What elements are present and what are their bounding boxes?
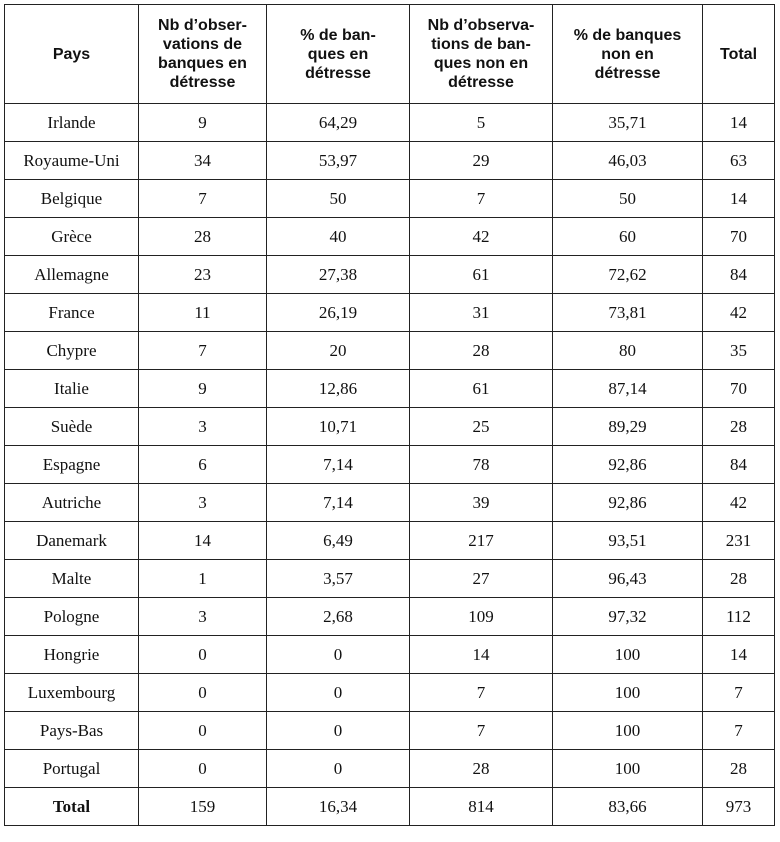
cell-distressed-pct: 2,68 <box>267 598 410 636</box>
cell-country: Grèce <box>5 218 139 256</box>
cell-country: Danemark <box>5 522 139 560</box>
table-row <box>5 750 775 788</box>
cell-country: Malte <box>5 560 139 598</box>
header-non-distressed-pct: % de banques non en détresse <box>553 5 703 104</box>
cell-non-distressed-pct: 72,62 <box>553 256 703 294</box>
cell-non-distressed-pct: 92,86 <box>553 484 703 522</box>
table-row <box>5 636 775 674</box>
cell-country: France <box>5 294 139 332</box>
cell-country: Hongrie <box>5 636 139 674</box>
cell-total: 7 <box>703 674 775 712</box>
cell-distressed-pct: 0 <box>267 712 410 750</box>
cell-distressed-pct: 6,49 <box>267 522 410 560</box>
cell-country: Italie <box>5 370 139 408</box>
total-distressed-pct: 16,34 <box>267 788 410 826</box>
cell-non-distressed-pct: 87,14 <box>553 370 703 408</box>
header-total: Total <box>703 5 775 104</box>
table-row <box>5 598 775 636</box>
cell-total: 84 <box>703 446 775 484</box>
total-row <box>5 788 775 826</box>
cell-distressed-count: 23 <box>139 256 267 294</box>
table-row <box>5 370 775 408</box>
cell-non-distressed-pct: 89,29 <box>553 408 703 446</box>
table-row <box>5 484 775 522</box>
cell-distressed-count: 3 <box>139 598 267 636</box>
cell-non-distressed-pct: 35,71 <box>553 104 703 142</box>
header-non-distressed-count: Nb d’observa- tions de ban- ques non en détresse <box>410 5 553 104</box>
cell-non-distressed-pct: 97,32 <box>553 598 703 636</box>
cell-distressed-count: 7 <box>139 180 267 218</box>
cell-total: 28 <box>703 750 775 788</box>
cell-total: 7 <box>703 712 775 750</box>
cell-non-distressed-pct: 100 <box>553 674 703 712</box>
cell-distressed-pct: 50 <box>267 180 410 218</box>
cell-non-distressed-count: 39 <box>410 484 553 522</box>
bank-distress-table <box>4 4 775 826</box>
cell-distressed-count: 14 <box>139 522 267 560</box>
cell-country: Royaume-Uni <box>5 142 139 180</box>
table-row <box>5 218 775 256</box>
cell-country: Belgique <box>5 180 139 218</box>
table-row <box>5 104 775 142</box>
table-row <box>5 522 775 560</box>
cell-non-distressed-count: 109 <box>410 598 553 636</box>
table-row <box>5 332 775 370</box>
cell-distressed-pct: 40 <box>267 218 410 256</box>
cell-distressed-pct: 26,19 <box>267 294 410 332</box>
table-row <box>5 560 775 598</box>
table-row <box>5 256 775 294</box>
cell-distressed-pct: 20 <box>267 332 410 370</box>
cell-distressed-pct: 0 <box>267 636 410 674</box>
header-distressed-count: Nb d’obser- vations de banques en détresse <box>139 5 267 104</box>
cell-country: Allemagne <box>5 256 139 294</box>
cell-distressed-count: 3 <box>139 408 267 446</box>
cell-non-distressed-pct: 96,43 <box>553 560 703 598</box>
cell-non-distressed-pct: 92,86 <box>553 446 703 484</box>
cell-non-distressed-pct: 100 <box>553 636 703 674</box>
cell-distressed-count: 11 <box>139 294 267 332</box>
cell-distressed-pct: 64,29 <box>267 104 410 142</box>
cell-non-distressed-count: 5 <box>410 104 553 142</box>
cell-non-distressed-count: 29 <box>410 142 553 180</box>
cell-non-distressed-count: 25 <box>410 408 553 446</box>
cell-distressed-count: 9 <box>139 370 267 408</box>
cell-total: 231 <box>703 522 775 560</box>
cell-country: Pologne <box>5 598 139 636</box>
cell-total: 28 <box>703 560 775 598</box>
cell-non-distressed-count: 31 <box>410 294 553 332</box>
cell-non-distressed-pct: 46,03 <box>553 142 703 180</box>
cell-distressed-pct: 3,57 <box>267 560 410 598</box>
total-total: 973 <box>703 788 775 826</box>
cell-total: 42 <box>703 484 775 522</box>
cell-country: Suède <box>5 408 139 446</box>
cell-non-distressed-count: 14 <box>410 636 553 674</box>
cell-non-distressed-pct: 93,51 <box>553 522 703 560</box>
cell-distressed-count: 34 <box>139 142 267 180</box>
cell-total: 14 <box>703 104 775 142</box>
cell-non-distressed-count: 27 <box>410 560 553 598</box>
cell-non-distressed-count: 7 <box>410 180 553 218</box>
header-country: Pays <box>5 5 139 104</box>
cell-country: Irlande <box>5 104 139 142</box>
cell-distressed-pct: 53,97 <box>267 142 410 180</box>
cell-non-distressed-count: 61 <box>410 370 553 408</box>
table-row <box>5 408 775 446</box>
cell-country: Luxembourg <box>5 674 139 712</box>
cell-distressed-count: 1 <box>139 560 267 598</box>
cell-distressed-count: 0 <box>139 712 267 750</box>
cell-country: Chypre <box>5 332 139 370</box>
table-row <box>5 294 775 332</box>
cell-non-distressed-pct: 60 <box>553 218 703 256</box>
cell-non-distressed-count: 78 <box>410 446 553 484</box>
cell-distressed-pct: 27,38 <box>267 256 410 294</box>
total-non-distressed-count: 814 <box>410 788 553 826</box>
cell-non-distressed-count: 7 <box>410 674 553 712</box>
cell-distressed-pct: 10,71 <box>267 408 410 446</box>
cell-total: 35 <box>703 332 775 370</box>
cell-country: Portugal <box>5 750 139 788</box>
cell-total: 42 <box>703 294 775 332</box>
cell-total: 70 <box>703 370 775 408</box>
table-row <box>5 142 775 180</box>
cell-distressed-count: 0 <box>139 674 267 712</box>
cell-non-distressed-count: 7 <box>410 712 553 750</box>
table-row <box>5 712 775 750</box>
cell-non-distressed-pct: 73,81 <box>553 294 703 332</box>
cell-total: 14 <box>703 636 775 674</box>
table-row <box>5 180 775 218</box>
table-row <box>5 674 775 712</box>
cell-distressed-count: 6 <box>139 446 267 484</box>
cell-distressed-count: 0 <box>139 750 267 788</box>
header-row <box>5 5 775 104</box>
cell-distressed-pct: 7,14 <box>267 484 410 522</box>
cell-distressed-pct: 0 <box>267 674 410 712</box>
cell-non-distressed-count: 28 <box>410 332 553 370</box>
cell-country: Pays-Bas <box>5 712 139 750</box>
cell-distressed-count: 0 <box>139 636 267 674</box>
cell-non-distressed-count: 42 <box>410 218 553 256</box>
total-non-distressed-pct: 83,66 <box>553 788 703 826</box>
cell-total: 63 <box>703 142 775 180</box>
header-distressed-pct: % de ban- ques en détresse <box>267 5 410 104</box>
cell-country: Espagne <box>5 446 139 484</box>
cell-distressed-count: 7 <box>139 332 267 370</box>
cell-total: 112 <box>703 598 775 636</box>
cell-distressed-count: 9 <box>139 104 267 142</box>
cell-non-distressed-count: 217 <box>410 522 553 560</box>
cell-distressed-pct: 12,86 <box>267 370 410 408</box>
total-label: Total <box>5 788 139 826</box>
cell-non-distressed-pct: 100 <box>553 712 703 750</box>
cell-total: 14 <box>703 180 775 218</box>
cell-total: 84 <box>703 256 775 294</box>
cell-non-distressed-pct: 50 <box>553 180 703 218</box>
cell-distressed-count: 28 <box>139 218 267 256</box>
cell-non-distressed-pct: 80 <box>553 332 703 370</box>
cell-non-distressed-count: 61 <box>410 256 553 294</box>
cell-distressed-count: 3 <box>139 484 267 522</box>
total-distressed-count: 159 <box>139 788 267 826</box>
table-row <box>5 446 775 484</box>
cell-total: 28 <box>703 408 775 446</box>
cell-total: 70 <box>703 218 775 256</box>
cell-distressed-pct: 7,14 <box>267 446 410 484</box>
cell-country: Autriche <box>5 484 139 522</box>
cell-non-distressed-pct: 100 <box>553 750 703 788</box>
cell-distressed-pct: 0 <box>267 750 410 788</box>
cell-non-distressed-count: 28 <box>410 750 553 788</box>
